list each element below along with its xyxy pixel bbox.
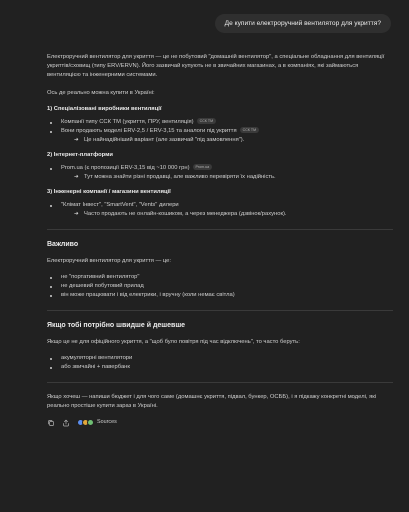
- list-item: [47, 118, 393, 127]
- important-lead: Електроручний вентилятор для укриття — це:: [47, 258, 172, 264]
- share-icon[interactable]: [62, 419, 70, 427]
- list-item: [47, 164, 393, 182]
- copy-icon[interactable]: [47, 419, 55, 427]
- important-heading: Важливо: [47, 241, 79, 248]
- list-sub-item-text: Часто продають не онлайн-кошиком, а через менеджера (дзвінок/рахунок).: [84, 211, 287, 217]
- arrow-right-icon: ➜: [74, 211, 79, 217]
- list-item-text: Prom.ua (є пропозиції ERV-3,15 від ~10 000 грн): [61, 165, 190, 171]
- list-sub-item: [61, 136, 393, 145]
- source-chip[interactable]: ССК ТМ: [240, 127, 259, 133]
- section-list-3: [47, 201, 393, 219]
- cheap-list: [47, 354, 393, 372]
- nested-list: [61, 210, 393, 219]
- nested-list: [61, 136, 393, 145]
- cheap-lead: Якщо це не для офіційного укриття, а "щоб було повітря під час відключень", то часто беруть:: [47, 339, 300, 345]
- list-item: акумуляторні вентилятори: [47, 354, 393, 363]
- section-title-2: 2) Інтернет-платформи: [47, 152, 113, 158]
- list-item: не дешевий побутовий прилад: [47, 282, 393, 291]
- source-chip[interactable]: Prom.ua: [193, 164, 213, 170]
- section-title-1: 1) Спеціалізовані виробники вентиляції: [47, 106, 162, 112]
- arrow-right-icon: ➜: [74, 137, 79, 143]
- intro-paragraph: Електроручний вентилятор для укриття — це не побутовий "домашній вентилятор", а спеціальне обладнання для вентиляції укриттів/сховищ (типу ERV/ERVN). Його зазвичай купують не в звичайних магазинах, а в компаніях, які займаються вентиляцією та інженерними системами.: [47, 54, 385, 78]
- user-message-bubble: Де купити електроручний вентилятор для укриття?: [215, 14, 391, 33]
- list-sub-item: [61, 173, 393, 182]
- assistant-answer: [47, 53, 393, 427]
- list-sub-item-text: Це найнадійніший варіант (але зазвичай "під замовлення").: [84, 137, 245, 143]
- nested-list: [61, 173, 393, 182]
- divider: [47, 229, 393, 230]
- list-item: не "портативний вентилятор": [47, 273, 393, 282]
- list-item-text: Компанії типу ССК ТМ (укриття, ПРУ, вентиляція): [61, 119, 194, 125]
- arrow-right-icon: ➜: [74, 174, 79, 180]
- important-list: [47, 273, 393, 300]
- list-item-text: Вони продають моделі ERV-2,5 / ERV-3,15 та аналоги під укриття: [61, 128, 237, 134]
- list-item: він може працювати і від електрики, і вручну (коли немає світла): [47, 291, 393, 300]
- closing-paragraph: Якщо хочеш — напиши бюджет і для чого саме (домашнє укриття, підвал, бункер, ОСББ), і я підкажу конкретні моделі, які реально простіше купити зараз в Україні.: [47, 394, 377, 409]
- list-sub-item: [61, 210, 393, 219]
- divider: [47, 310, 393, 311]
- message-action-bar: [47, 418, 393, 427]
- list-item: [47, 127, 393, 145]
- list-item-text: "Клімат Інвест", "SmartVent", "Vents" дилери: [61, 202, 179, 208]
- user-message-row: [47, 14, 393, 33]
- sources-button[interactable]: [77, 418, 117, 427]
- divider: [47, 382, 393, 383]
- list-item: [47, 201, 393, 219]
- section-list-1: [47, 118, 393, 145]
- section-title-3: 3) Інженерні компанії / магазини вентиляції: [47, 189, 171, 195]
- list-sub-item-text: Тут можна знайти різні продавці, але важливо перевіряти їх надійність.: [84, 174, 276, 180]
- list-item: або звичайні + павербанк: [47, 363, 393, 372]
- sources-label: Sources: [97, 419, 117, 425]
- section-list-2: [47, 164, 393, 182]
- source-chip[interactable]: ССК ТМ: [197, 118, 216, 124]
- lead-paragraph: Ось де реально можна купити в Україні:: [47, 90, 155, 96]
- source-favicons-icon: [77, 419, 94, 426]
- cheap-heading: Якщо тобі потрібно швидше й дешевше: [47, 322, 186, 329]
